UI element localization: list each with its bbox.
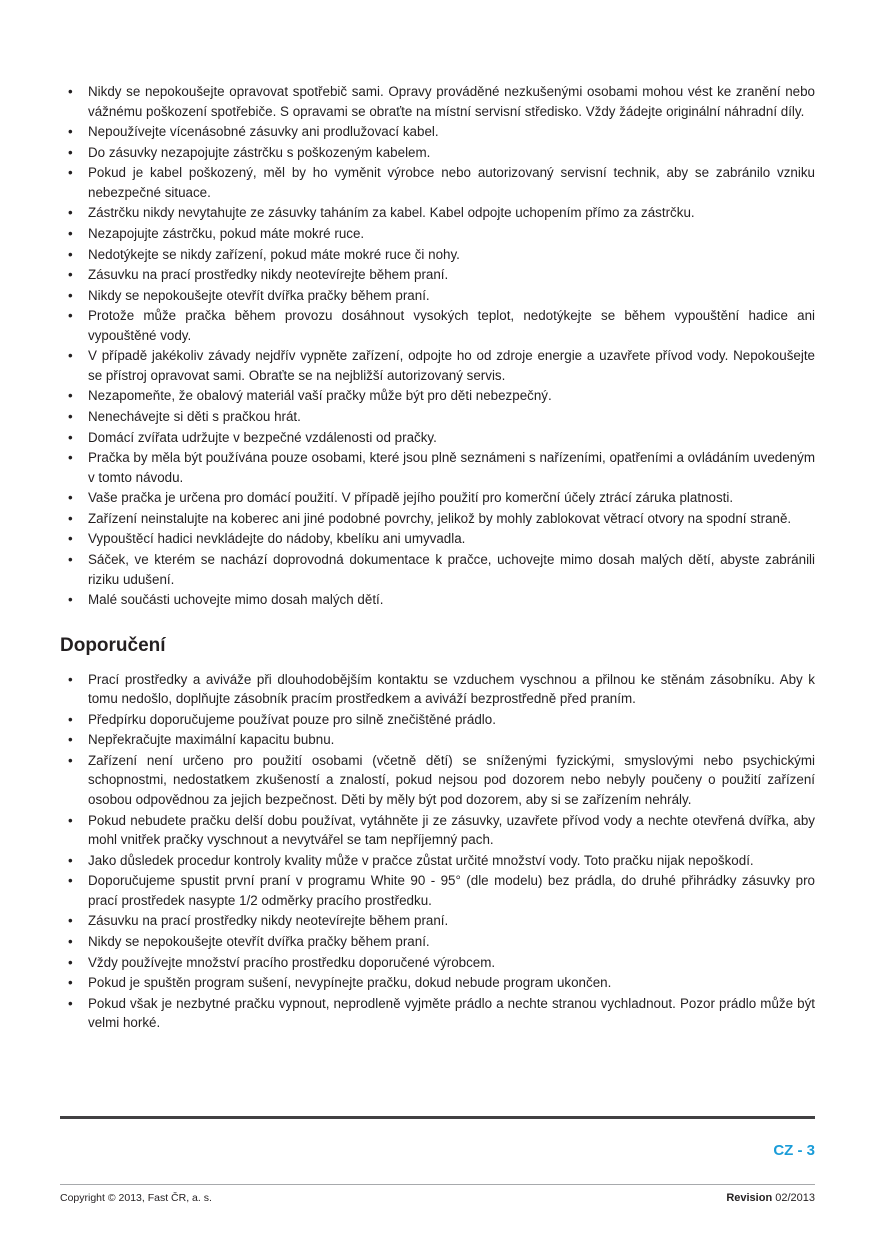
bullet-item: • Nezapomeňte, že obalový materiál vaší pračky může být pro děti nebezpečný. [60, 386, 815, 406]
bullet-item: • Pokud nebudete pračku delší dobu používat, vytáhněte ji ze zásuvky, uzavřete přívod vody a nechte otevřená dvířka, aby mohl vnitřek pračky vyschnout a nevytvářel se tam nepříjemný pach. [60, 811, 815, 850]
bullet-item: • Domácí zvířata udržujte v bezpečné vzdálenosti od pračky. [60, 428, 815, 448]
bullet-item: • Vaše pračka je určena pro domácí použití. V případě jejího použití pro komerční účely ztrácí záruka platnosti. [60, 488, 815, 508]
bullet-item: • Pokud však je nezbytné pračku vypnout, neprodleně vyjměte prádlo a nechte stranou vychladnout. Pozor prádlo může být velmi horké. [60, 994, 815, 1033]
bullet-item: • Zařízení neinstalujte na koberec ani jiné podobné povrchy, jelikož by mohly zablokovat větrací otvory na spodní straně. [60, 509, 815, 529]
bullet-item: • Nikdy se nepokoušejte opravovat spotřebič sami. Opravy prováděné nezkušenými osobami mohou vést ke zranění nebo vážnému poškození spotřebiče. S opravami se obraťte na místní servisní středisko. Vždy žádejte originální náhradní díly. [60, 82, 815, 121]
bullet-item: • Vypouštěcí hadici nevkládejte do nádoby, kbelíku ani umyvadla. [60, 529, 815, 549]
bullet-item: • Doporučujeme spustit první praní v programu White 90 - 95° (dle modelu) bez prádla, do druhé přihrádky zásuvky pro prací prostředek nasypte 1/2 odměrky pracího prostředku. [60, 871, 815, 910]
bullet-item: • Protože může pračka během provozu dosáhnout vysokých teplot, nedotýkejte se během vypouštění hadice ani vypouštěné vody. [60, 306, 815, 345]
safety-bullet-list [60, 82, 815, 610]
footer-rule [60, 1184, 815, 1185]
page-code: CZ - 3 [773, 1142, 815, 1159]
revision-text [726, 1192, 815, 1204]
bullet-item: • Nedotýkejte se nikdy zařízení, pokud máte mokré ruce či nohy. [60, 245, 815, 265]
bullet-item: • Nezapojujte zástrčku, pokud máte mokré ruce. [60, 224, 815, 244]
bullet-item: • Nikdy se nepokoušejte otevřít dvířka pračky během praní. [60, 286, 815, 306]
revision-value: 02/2013 [772, 1192, 815, 1204]
bullet-item: • Předpírku doporučujeme používat pouze pro silně znečištěné prádlo. [60, 710, 815, 730]
footer [60, 1192, 815, 1204]
bullet-item: • Malé součásti uchovejte mimo dosah malých dětí. [60, 590, 815, 610]
bullet-item: • Sáček, ve kterém se nachází doprovodná dokumentace k pračce, uchovejte mimo dosah malých dětí, abyste zabránili riziku udušení. [60, 550, 815, 589]
recommendations-bullet-list [60, 670, 815, 1033]
copyright-text: Copyright © 2013, Fast ČR, a. s. [60, 1192, 212, 1204]
footer-divider-bar [60, 1116, 815, 1119]
revision-label: Revision [726, 1192, 773, 1204]
bullet-item: • Zásuvku na prací prostředky nikdy neotevírejte během praní. [60, 265, 815, 285]
bullet-item: • Pokud je kabel poškozený, měl by ho vyměnit výrobce nebo autorizovaný servisní technik, aby se zabránilo vzniku nebezpečné situace. [60, 163, 815, 202]
bullet-item: • Nenechávejte si děti s pračkou hrát. [60, 407, 815, 427]
bullet-item: • Vždy používejte množství pracího prostředku doporučené výrobcem. [60, 953, 815, 973]
page-content [60, 82, 815, 1034]
bullet-item: • V případě jakékoliv závady nejdřív vypněte zařízení, odpojte ho od zdroje energie a uzavřete přívod vody. Nepokoušejte se přístroj opravovat sami. Obraťte se na nejbližší autorizovaný servis. [60, 346, 815, 385]
bullet-item: • Do zásuvky nezapojujte zástrčku s poškozeným kabelem. [60, 143, 815, 163]
bullet-item: • Jako důsledek procedur kontroly kvality může v pračce zůstat určité množství vody. Toto pračku nijak nepoškodí. [60, 851, 815, 871]
bullet-item: • Pokud je spuštěn program sušení, nevypínejte pračku, dokud nebude program ukončen. [60, 973, 815, 993]
bullet-item: • Nikdy se nepokoušejte otevřít dvířka pračky během praní. [60, 932, 815, 952]
section-heading: Doporučení [60, 634, 166, 656]
bullet-item: • Zásuvku na prací prostředky nikdy neotevírejte během praní. [60, 911, 815, 931]
bullet-item: • Nepoužívejte vícenásobné zásuvky ani prodlužovací kabel. [60, 122, 815, 142]
bullet-item: • Zástrčku nikdy nevytahujte ze zásuvky taháním za kabel. Kabel odpojte uchopením přímo za zástrčku. [60, 203, 815, 223]
bullet-item: • Zařízení není určeno pro použití osobami (včetně dětí) se sníženými fyzickými, smyslovými nebo psychickými schopnostmi, nedostatkem zkušeností a znalostí, pokud nejsou pod dozorem nebo nebyly poučeny o použití zařízení osobou odpovědnou za jejich bezpečnost. Děti by měly být pod dozorem, aby si se zařízením nehrály. [60, 751, 815, 810]
bullet-item: • Nepřekračujte maximální kapacitu bubnu. [60, 730, 815, 750]
bullet-item: • Pračka by měla být používána pouze osobami, které jsou plně seznámeni s nařízeními, opatřeními a ovládáním uvedeným v tomto návodu. [60, 448, 815, 487]
bullet-item: • Prací prostředky a aviváže při dlouhodobějším kontaktu se vzduchem vyschnou a přilnou ke stěnám zásobníku. Aby k tomu nedošlo, doplňujte zásobník pracím prostředkem a aviváží bezprostředně před praním. [60, 670, 815, 709]
